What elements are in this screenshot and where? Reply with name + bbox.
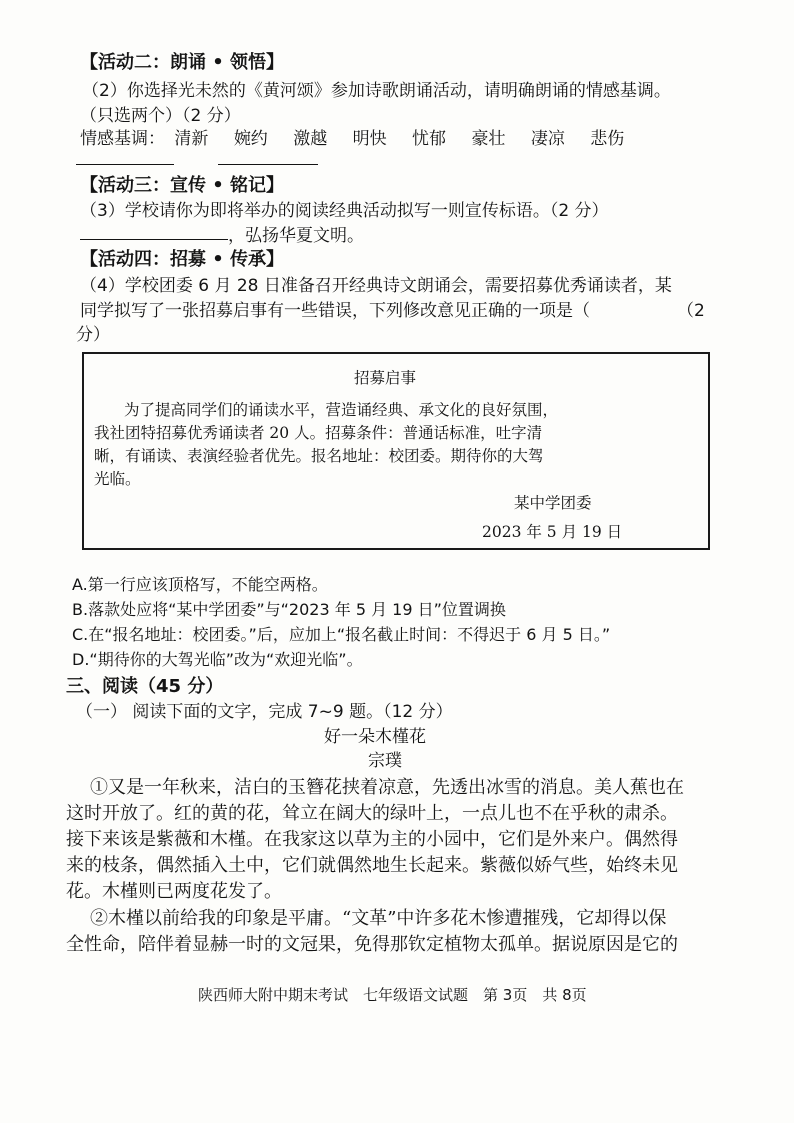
- question-3-line2: ，弘扬华夏文明。: [228, 226, 364, 246]
- activity3-heading: 【活动三：宣传 • 铭记】: [80, 175, 285, 196]
- paragraph-line: 花。木槿则已两度花发了。: [66, 881, 282, 902]
- tone-option: 忧郁: [412, 129, 447, 149]
- answer-blank-2[interactable]: [218, 164, 318, 165]
- tone-option: 清新: [174, 129, 209, 149]
- notice-line: 晰，有诵读、表演经验者优先。报名地址：校团委。期待你的大驾: [94, 447, 544, 465]
- paragraph-line: 全性命，陪伴着显赫一时的文冠果，免得那钦定植物太孤单。据说原因是它的: [66, 934, 678, 955]
- option-d: D.“期待你的大驾光临”改为“欢迎光临”。: [72, 650, 363, 669]
- question-4-line2: 同学拟写了一张招募启事有一些错误，下列修改意见正确的一项是（: [80, 301, 590, 321]
- question-4-points-cont: 分）: [76, 325, 110, 345]
- paragraph-line: 接下来该是紫薇和木槿。在我家这以草为主的小园中，它们是外来户。偶然得: [66, 829, 678, 850]
- article-author: 宗璞: [368, 751, 402, 771]
- notice-line: 为了提高同学们的诵读水平，营造诵经典、承文化的良好氛围，: [124, 401, 559, 419]
- tones-label: 情感基调：: [80, 129, 165, 149]
- tone-option: 明快: [352, 129, 387, 149]
- reading-section-heading: 三、阅读（45 分）: [66, 676, 224, 697]
- notice-line: 光临。: [94, 470, 141, 488]
- question-4-points: （2: [677, 301, 705, 321]
- tone-option: 婉约: [233, 129, 268, 149]
- question-2-line2: （只选两个）（2 分）: [80, 106, 241, 126]
- paragraph-line: 这时开放了。红的黄的花，耸立在阔大的绿叶上，一点儿也不在乎秋的肃杀。: [66, 803, 678, 824]
- activity4-heading: 【活动四：招募 • 传承】: [80, 249, 285, 270]
- tone-option: 悲伤: [590, 129, 625, 149]
- answer-blank-1[interactable]: [76, 164, 174, 165]
- activity2-heading: 【活动二：朗诵 • 领悟】: [80, 52, 285, 73]
- option-c: C.在“报名地址：校团委。”后，应加上“报名截止时间：不得迟于 6 月 5 日。”: [72, 625, 611, 644]
- paragraph-line: 来的枝条，偶然插入土中，它们就偶然地生长起来。紫薇似娇气些，始终未见: [66, 855, 678, 876]
- notice-signer: 某中学团委: [514, 494, 592, 512]
- option-a: A.第一行应该顶格写，不能空两格。: [72, 575, 328, 594]
- notice-line: 我社团特招募优秀诵读者 20 人。招募条件：普通话标准，吐字清: [94, 424, 543, 442]
- tone-option: 激越: [293, 129, 328, 149]
- notice-date: 2023 年 5 月 19 日: [482, 523, 623, 541]
- tone-option: 凄凉: [530, 129, 565, 149]
- reading-part1-instruction: （一） 阅读下面的文字，完成 7~9 题。（12 分）: [76, 702, 453, 722]
- question-4-line1: （4）学校团委 6 月 28 日准备召开经典诗文朗诵会，需要招募优秀诵读者，某: [80, 276, 672, 296]
- paragraph-line: ②木槿以前给我的印象是平庸。“文革”中许多花木惨遭摧残，它却得以保: [90, 908, 667, 929]
- article-title: 好一朵木槿花: [324, 727, 426, 747]
- emotion-tones-row: [80, 124, 624, 149]
- option-b: B.落款处应将“某中学团委”与“2023 年 5 月 19 日”位置调换: [72, 600, 506, 619]
- page-footer: 陕西师大附中期末考试 七年级语文试题 第 3页 共 8页: [198, 986, 587, 1004]
- question-3-line1: （3）学校请你为即将举办的阅读经典活动拟写一则宣传标语。（2 分）: [80, 201, 609, 221]
- paragraph-line: ①又是一年秋来，洁白的玉簪花挟着凉意，先透出冰雪的消息。美人蕉也在: [90, 777, 684, 798]
- recruitment-notice: [82, 352, 710, 550]
- tone-option: 豪壮: [471, 129, 506, 149]
- question-2-line1: （2）你选择光未然的《黄河颂》参加诗歌朗诵活动，请明确朗诵的情感基调。: [82, 81, 671, 101]
- slogan-blank[interactable]: [80, 239, 228, 240]
- notice-title: 招募启事: [354, 369, 417, 387]
